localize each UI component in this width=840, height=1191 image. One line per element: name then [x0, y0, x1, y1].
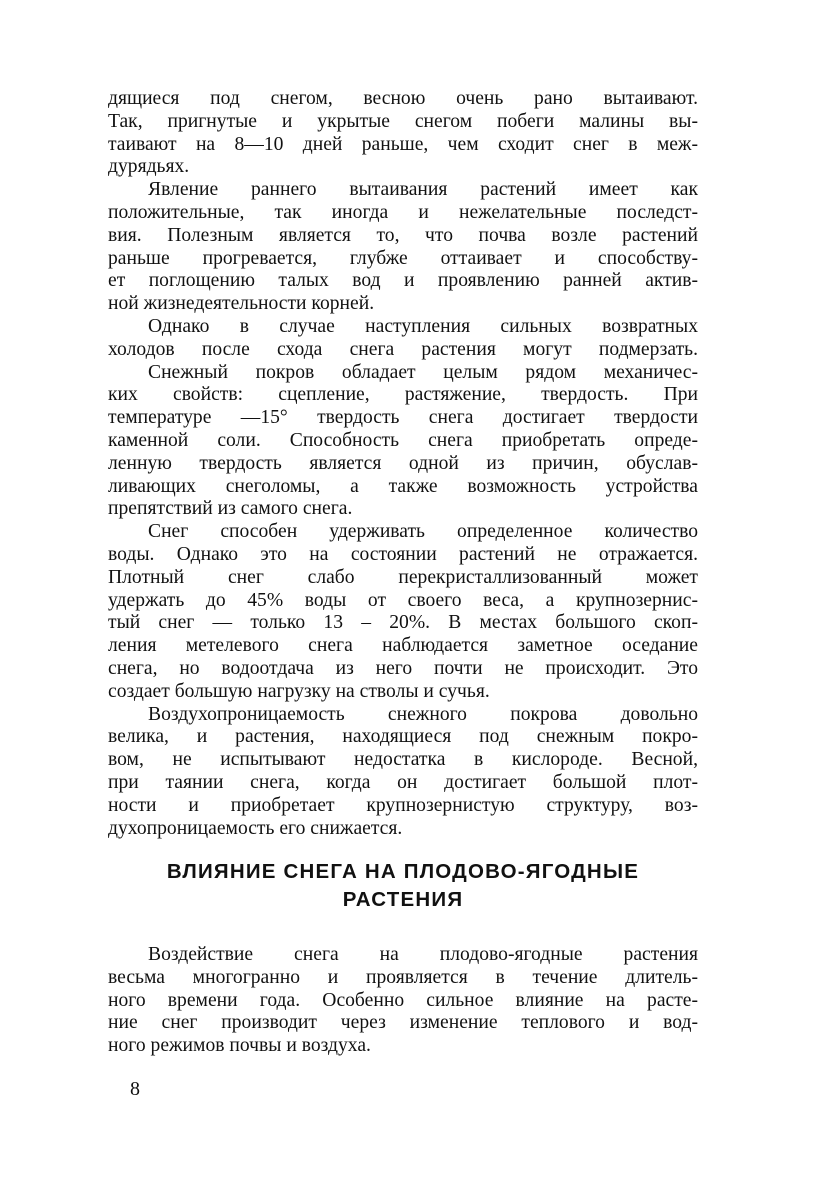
body-line: при таянии снега, когда он достигает большой плот- — [108, 771, 698, 793]
section-line: ного времени года. Особенно сильное влияние на расте- — [108, 989, 698, 1011]
body-line: Снежный покров обладает целым рядом механичес- — [148, 361, 698, 383]
body-line: воды. Однако это на состоянии растений не отражается. — [108, 543, 698, 565]
body-line: Явление раннего вытаивания растений имеет как — [148, 179, 698, 201]
body-line: снега, но водоотдача из него почти не происходит. Это — [108, 657, 698, 679]
body-line: ной жизнедеятельности корней. — [108, 293, 375, 315]
body-line: ливающих снеголомы, а также возможность устройства — [108, 475, 698, 497]
section-line: ние снег производит через изменение теплового и вод- — [108, 1012, 698, 1034]
body-line: дурядьях. — [108, 156, 190, 178]
body-line: вия. Полезным является то, что почва возле растений — [108, 224, 698, 246]
body-line: Снег способен удерживать определенное количество — [148, 521, 698, 543]
body-text — [108, 88, 698, 840]
body-line: каменной соли. Способность снега приобретать опреде- — [108, 429, 698, 451]
section-heading — [108, 858, 698, 914]
body-line: Плотный снег слабо перекристаллизованный может — [108, 566, 698, 588]
body-line: Воздухопроницаемость снежного покрова довольно — [148, 703, 698, 725]
body-line: Так, пригнутые и укрытые снегом побеги малины вы- — [108, 110, 698, 132]
body-line: велика, и растения, находящиеся под снежным покро- — [108, 726, 698, 748]
body-line: вом, не испытывают недостатка в кислороде. Весной, — [108, 749, 698, 771]
body-line: тый снег — только 13 – 20%. В местах большого скоп- — [108, 612, 698, 634]
body-line: ности и приобретает крупнозернистую структуру, воз- — [108, 794, 698, 816]
body-line: создает большую нагрузку на стволы и сучья. — [108, 680, 490, 702]
section-line: весьма многогранно и проявляется в течение длитель- — [108, 966, 698, 988]
section-heading-line-2: РАСТЕНИЯ — [342, 888, 464, 911]
body-line: Однако в случае наступления сильных возвратных — [148, 315, 698, 337]
body-line: удержать до 45% воды от своего веса, а крупнозернис- — [108, 589, 698, 611]
body-line: ления метелевого снега наблюдается заметное оседание — [108, 635, 698, 657]
body-line: препятствий из самого снега. — [108, 498, 353, 520]
body-line: ких свойств: сцепление, растяжение, твердость. При — [108, 384, 698, 406]
page-number: 8 — [130, 1078, 140, 1100]
body-line: ленную твердость является одной из причин, обуслав- — [108, 452, 698, 474]
section-text — [108, 944, 698, 1058]
body-line: раньше прогревается, глубже оттаивает и способству- — [108, 247, 698, 269]
section-line: Воздействие снега на плодово-ягодные растения — [148, 944, 698, 965]
body-line: положительные, так иногда и нежелательные последст- — [108, 201, 698, 223]
body-line: температуре —15° твердость снега достигает твердости — [108, 407, 698, 429]
body-line: ет поглощению талых вод и проявлению ранней актив- — [108, 270, 698, 292]
body-line: таивают на 8—10 дней раньше, чем сходит снег в меж- — [108, 133, 698, 155]
section-line: ного режимов почвы и воздуха. — [108, 1035, 371, 1057]
body-line: дящиеся под снегом, весною очень рано вытаивают. — [108, 88, 698, 109]
body-line: холодов после схода снега растения могут подмерзать. — [108, 338, 698, 360]
section-heading-line-1: ВЛИЯНИЕ СНЕГА НА ПЛОДОВО-ЯГОДНЫЕ — [166, 860, 640, 883]
body-line: духопроницаемость его снижается. — [108, 817, 403, 839]
